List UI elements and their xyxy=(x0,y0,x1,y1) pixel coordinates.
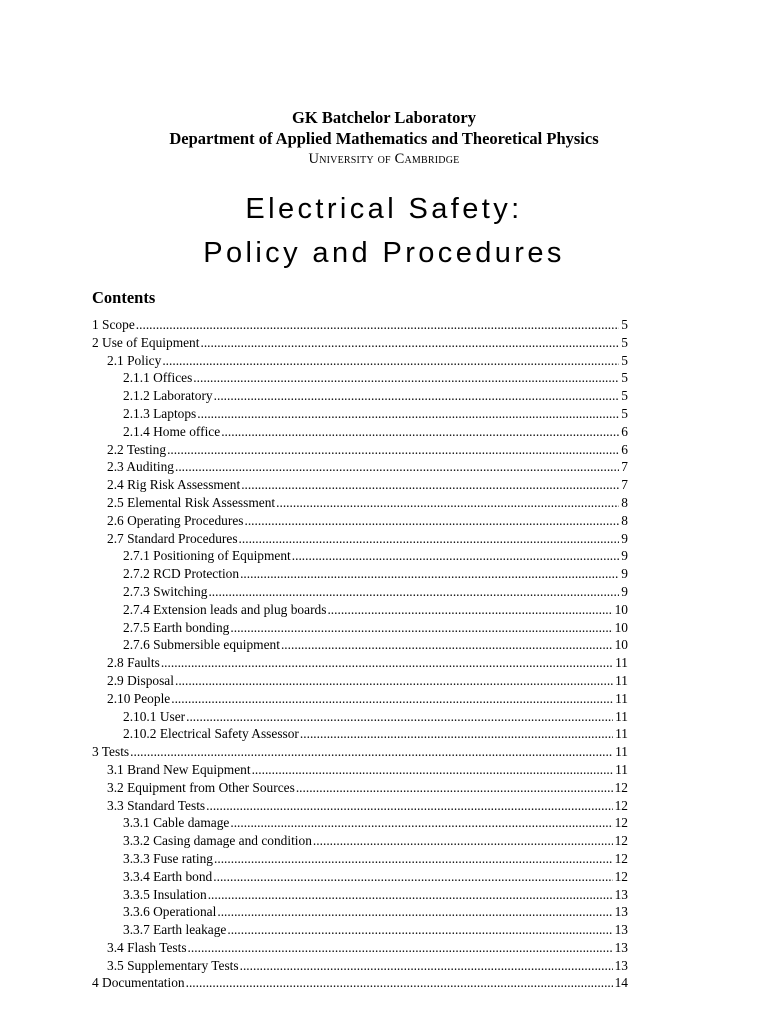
toc-dot-leader xyxy=(206,797,612,815)
toc-entry-label: 3.2 Equipment from Other Sources xyxy=(107,779,295,795)
toc-entry-label: 2.7.4 Extension leads and plug boards xyxy=(123,601,327,617)
toc-entry-page: 5 xyxy=(621,352,628,368)
lab-name: GK Batchelor Laboratory xyxy=(292,108,476,127)
toc-entry-page: 11 xyxy=(615,744,628,760)
toc-entry[interactable] xyxy=(92,672,628,690)
toc-entry-label: 2.7.5 Earth bonding xyxy=(123,619,230,635)
toc-entry-label: 2.7.6 Submersible equipment xyxy=(123,637,280,653)
toc-dot-leader xyxy=(213,868,612,886)
toc-dot-leader xyxy=(208,583,619,601)
toc-entry[interactable] xyxy=(92,458,628,476)
title-line-2: Policy and Procedures xyxy=(203,237,565,269)
toc-entry[interactable] xyxy=(92,316,628,334)
toc-entry-label: 2.4 Rig Risk Assessment xyxy=(107,477,241,493)
toc-entry-page: 13 xyxy=(614,939,628,955)
toc-entry-label: 3.3.3 Fuse rating xyxy=(123,850,214,866)
toc-entry-page: 12 xyxy=(614,815,628,831)
toc-entry-label: 3.3.6 Operational xyxy=(123,904,217,920)
toc-entry[interactable] xyxy=(92,921,628,939)
toc-entry-page: 12 xyxy=(614,833,628,849)
toc-entry-label: 3.3.4 Earth bond xyxy=(123,868,213,884)
toc-dot-leader xyxy=(276,494,619,512)
document-title xyxy=(0,187,768,275)
toc-entry-label: 2.5 Elemental Risk Assessment xyxy=(107,494,276,510)
toc-entry-label: 2.1 Policy xyxy=(107,352,162,368)
toc-entry[interactable] xyxy=(92,654,628,672)
toc-dot-leader xyxy=(186,708,613,726)
toc-entry-page: 11 xyxy=(615,726,628,742)
toc-entry[interactable] xyxy=(92,743,628,761)
toc-entry-page: 12 xyxy=(614,850,628,866)
toc-entry[interactable] xyxy=(92,441,628,459)
toc-entry[interactable] xyxy=(92,476,628,494)
toc-dot-leader xyxy=(252,761,614,779)
toc-entry[interactable] xyxy=(92,423,628,441)
toc-entry-page: 9 xyxy=(621,530,628,546)
toc-entry-page: 11 xyxy=(615,655,628,671)
toc-entry[interactable] xyxy=(92,903,628,921)
toc-entry-label: 2.2 Testing xyxy=(107,441,167,457)
toc-entry-page: 12 xyxy=(614,868,628,884)
toc-entry-label: 2.3 Auditing xyxy=(107,459,174,475)
toc-entry-page: 13 xyxy=(614,904,628,920)
toc-dot-leader xyxy=(292,547,620,565)
toc-entry[interactable] xyxy=(92,352,628,370)
toc-entry-label: 2.6 Operating Procedures xyxy=(107,512,244,528)
toc-dot-leader xyxy=(162,352,619,370)
toc-dot-leader xyxy=(327,601,612,619)
toc-dot-leader xyxy=(161,654,613,672)
toc-entry-label: 2.7.3 Switching xyxy=(123,583,208,599)
toc-dot-leader xyxy=(197,405,619,423)
toc-dot-leader xyxy=(244,512,619,530)
toc-entry[interactable] xyxy=(92,708,628,726)
toc-entry[interactable] xyxy=(92,690,628,708)
toc-dot-leader xyxy=(167,441,619,459)
toc-entry[interactable] xyxy=(92,530,628,548)
toc-entry-label: 3.3.7 Earth leakage xyxy=(123,922,227,938)
toc-entry-label: 2.1.2 Laboratory xyxy=(123,388,213,404)
toc-dot-leader xyxy=(136,316,620,334)
toc-entry[interactable] xyxy=(92,512,628,530)
toc-entry-page: 5 xyxy=(621,405,628,421)
toc-entry-label: 3.3.2 Casing damage and condition xyxy=(123,833,312,849)
toc-entry-page: 9 xyxy=(621,548,628,564)
toc-entry-label: 3.4 Flash Tests xyxy=(107,939,187,955)
toc-entry-page: 5 xyxy=(621,370,628,386)
toc-entry-page: 12 xyxy=(614,797,628,813)
document-header xyxy=(0,107,768,169)
toc-dot-leader xyxy=(241,476,619,494)
toc-dot-leader xyxy=(175,458,619,476)
toc-entry-label: 3.5 Supplementary Tests xyxy=(107,957,239,973)
toc-dot-leader xyxy=(188,939,613,957)
toc-dot-leader xyxy=(281,636,613,654)
toc-entry-page: 12 xyxy=(614,779,628,795)
toc-entry[interactable] xyxy=(92,369,628,387)
toc-entry-page: 9 xyxy=(621,583,628,599)
toc-entry-page: 6 xyxy=(621,423,628,439)
table-of-contents xyxy=(92,316,628,992)
toc-dot-leader xyxy=(193,369,619,387)
toc-entry[interactable] xyxy=(92,405,628,423)
toc-entry[interactable] xyxy=(92,334,628,352)
toc-entry-page: 7 xyxy=(621,459,628,475)
university-name: University of Cambridge xyxy=(308,151,460,167)
toc-dot-leader xyxy=(313,832,613,850)
toc-entry-label: 2.1.1 Offices xyxy=(123,370,193,386)
toc-entry-label: 3.3.1 Cable damage xyxy=(123,815,230,831)
toc-entry-label: 3 Tests xyxy=(92,744,130,760)
toc-entry-label: 2.7 Standard Procedures xyxy=(107,530,238,546)
toc-entry-label: 2.1.4 Home office xyxy=(123,423,221,439)
toc-dot-leader xyxy=(208,886,613,904)
toc-entry[interactable] xyxy=(92,797,628,815)
toc-entry[interactable] xyxy=(92,832,628,850)
toc-dot-leader xyxy=(221,423,619,441)
toc-entry[interactable] xyxy=(92,814,628,832)
toc-entry-page: 13 xyxy=(614,886,628,902)
toc-entry-page: 5 xyxy=(621,388,628,404)
toc-dot-leader xyxy=(130,743,613,761)
toc-entry[interactable] xyxy=(92,494,628,512)
toc-entry[interactable] xyxy=(92,387,628,405)
toc-dot-leader xyxy=(296,779,613,797)
toc-entry-label: 3.1 Brand New Equipment xyxy=(107,761,251,777)
toc-entry-page: 5 xyxy=(621,334,628,350)
toc-dot-leader xyxy=(240,957,613,975)
toc-dot-leader xyxy=(186,974,613,992)
toc-entry-page: 8 xyxy=(621,512,628,528)
toc-entry-page: 10 xyxy=(614,601,628,617)
toc-entry-label: 2.7.1 Positioning of Equipment xyxy=(123,548,291,564)
toc-entry-label: 2.10 People xyxy=(107,690,171,706)
toc-dot-leader xyxy=(200,334,619,352)
contents-heading: Contents xyxy=(92,288,156,307)
toc-entry-page: 11 xyxy=(615,761,628,777)
toc-dot-leader xyxy=(227,921,612,939)
toc-entry[interactable] xyxy=(92,725,628,743)
toc-entry-page: 8 xyxy=(621,494,628,510)
toc-dot-leader xyxy=(230,619,612,637)
toc-entry-label: 3.3 Standard Tests xyxy=(107,797,206,813)
toc-entry-page: 11 xyxy=(615,690,628,706)
toc-entry-page: 10 xyxy=(614,619,628,635)
toc-entry-label: 1 Scope xyxy=(92,317,135,332)
toc-dot-leader xyxy=(240,565,619,583)
toc-entry-label: 2.10.1 User xyxy=(123,708,186,724)
toc-entry[interactable] xyxy=(92,601,628,619)
toc-entry[interactable] xyxy=(92,939,628,957)
toc-entry[interactable] xyxy=(92,761,628,779)
toc-entry[interactable] xyxy=(92,886,628,904)
toc-entry[interactable] xyxy=(92,850,628,868)
toc-entry-label: 2.10.2 Electrical Safety Assessor xyxy=(123,726,299,742)
toc-entry[interactable] xyxy=(92,868,628,886)
toc-entry-label: 4 Documentation xyxy=(92,975,185,991)
toc-dot-leader xyxy=(175,672,613,690)
toc-entry-label: 2.9 Disposal xyxy=(107,672,174,688)
toc-dot-leader xyxy=(300,725,613,743)
toc-entry[interactable] xyxy=(92,974,628,992)
toc-entry-page: 5 xyxy=(621,317,628,332)
title-line-1: Electrical Safety: xyxy=(245,193,523,225)
toc-entry-page: 13 xyxy=(614,957,628,973)
toc-dot-leader xyxy=(214,387,620,405)
toc-entry-label: 2.8 Faults xyxy=(107,655,160,671)
toc-dot-leader xyxy=(230,814,612,832)
toc-entry-page: 7 xyxy=(621,477,628,493)
toc-entry[interactable] xyxy=(92,565,628,583)
toc-entry-label: 2 Use of Equipment xyxy=(92,334,200,350)
toc-entry-label: 3.3.5 Insulation xyxy=(123,886,207,902)
toc-entry-page: 9 xyxy=(621,566,628,582)
toc-dot-leader xyxy=(171,690,613,708)
toc-entry-page: 14 xyxy=(614,975,628,991)
toc-dot-leader xyxy=(214,850,613,868)
toc-entry-label: 2.7.2 RCD Protection xyxy=(123,566,240,582)
toc-entry-page: 13 xyxy=(614,922,628,938)
toc-entry[interactable] xyxy=(92,957,628,975)
toc-dot-leader xyxy=(239,530,620,548)
toc-entry[interactable] xyxy=(92,636,628,654)
toc-entry-page: 11 xyxy=(615,708,628,724)
toc-entry-page: 6 xyxy=(621,441,628,457)
toc-entry[interactable] xyxy=(92,583,628,601)
toc-entry-page: 11 xyxy=(615,672,628,688)
toc-entry[interactable] xyxy=(92,547,628,565)
toc-entry[interactable] xyxy=(92,779,628,797)
toc-entry-label: 2.1.3 Laptops xyxy=(123,405,197,421)
toc-entry[interactable] xyxy=(92,619,628,637)
toc-dot-leader xyxy=(217,903,612,921)
department-name: Department of Applied Mathematics and Theoretical Physics xyxy=(169,129,599,148)
toc-entry-page: 10 xyxy=(614,637,628,653)
